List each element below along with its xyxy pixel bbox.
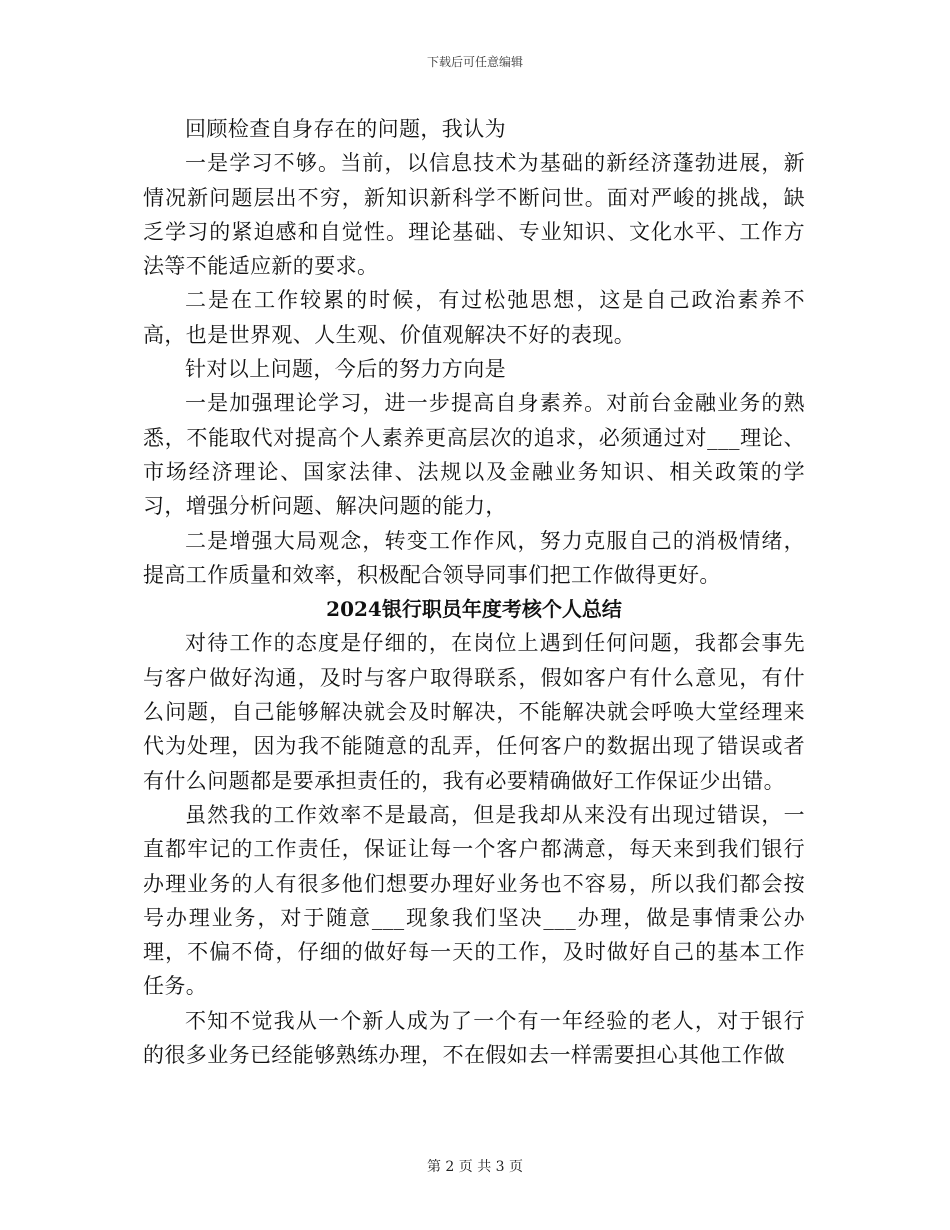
document-body [143, 112, 805, 1072]
page-footer: 第 2 页 共 3 页 [426, 1159, 524, 1175]
paragraph: 针对以上问题，今后的努力方向是 [185, 357, 506, 382]
paragraph: 二是在工作较累的时候，有过松弛思想，这是自己政治素养不高，也是世界观、人生观、价值观解决不好的表现。 [143, 288, 805, 347]
paragraph: 不知不觉我从一个新人成为了一个有一年经验的老人，对于银行的很多业务已经能够熟练办理，不在假如去一样需要担心其他工作做 [143, 1008, 805, 1068]
page-header: 下载后可任意编辑 [426, 55, 523, 69]
paragraph: 回顾检查自身存在的问题，我认为 [185, 117, 506, 141]
paragraph: 一是学习不够。当前，以信息技术为基础的新经济蓬勃进展，新情况新问题层出不穷，新知识新科学不断问世。面对严峻的挑战，缺乏学习的紧迫感和自觉性。理论基础、专业知识、文化水平、工作方法等不能适应新的要求。 [143, 151, 805, 279]
paragraph: 二是增强大局观念，转变工作作风，努力克服自己的消极情绪，提高工作质量和效率，积极配合领导同事们把工作做得更好。 [143, 528, 805, 587]
paragraph: 对待工作的态度是仔细的，在岗位上遇到任何问题，我都会事先与客户做好沟通，及时与客户取得联系，假如客户有什么意见，有什么问题，自己能够解决就会及时解决，不能解决就会呼唤大堂经理来代为处理，因为我不能随意的乱弄，任何客户的数据出现了错误或者有什么问题都是要承担责任的，我有必要精确做好工作保证少出错。 [143, 631, 805, 793]
paragraph: 一是加强理论学习，进一步提高自身素养。对前台金融业务的熟悉，不能取代对提高个人素养更高层次的追求，必须通过对___理论、市场经济理论、国家法律、法规以及金融业务知识、相关政策的学习，增强分析问题、解决问题的能力， [143, 391, 805, 519]
paragraph: 虽然我的工作效率不是最高，但是我却从来没有出现过错误，一直都牢记的工作责任，保证让每一个客户都满意，每天来到我们银行办理业务的人有很多他们想要办理好业务也不容易，所以我们都会按号办理业务，对于随意___现象我们坚决___办理，做是事情秉公办理，不偏不倚，仔细的做好每一天的工作，及时做好自己的基本工作任务。 [143, 802, 805, 999]
section-title: 2024银行职员年度考核个人总结 [326, 597, 622, 622]
